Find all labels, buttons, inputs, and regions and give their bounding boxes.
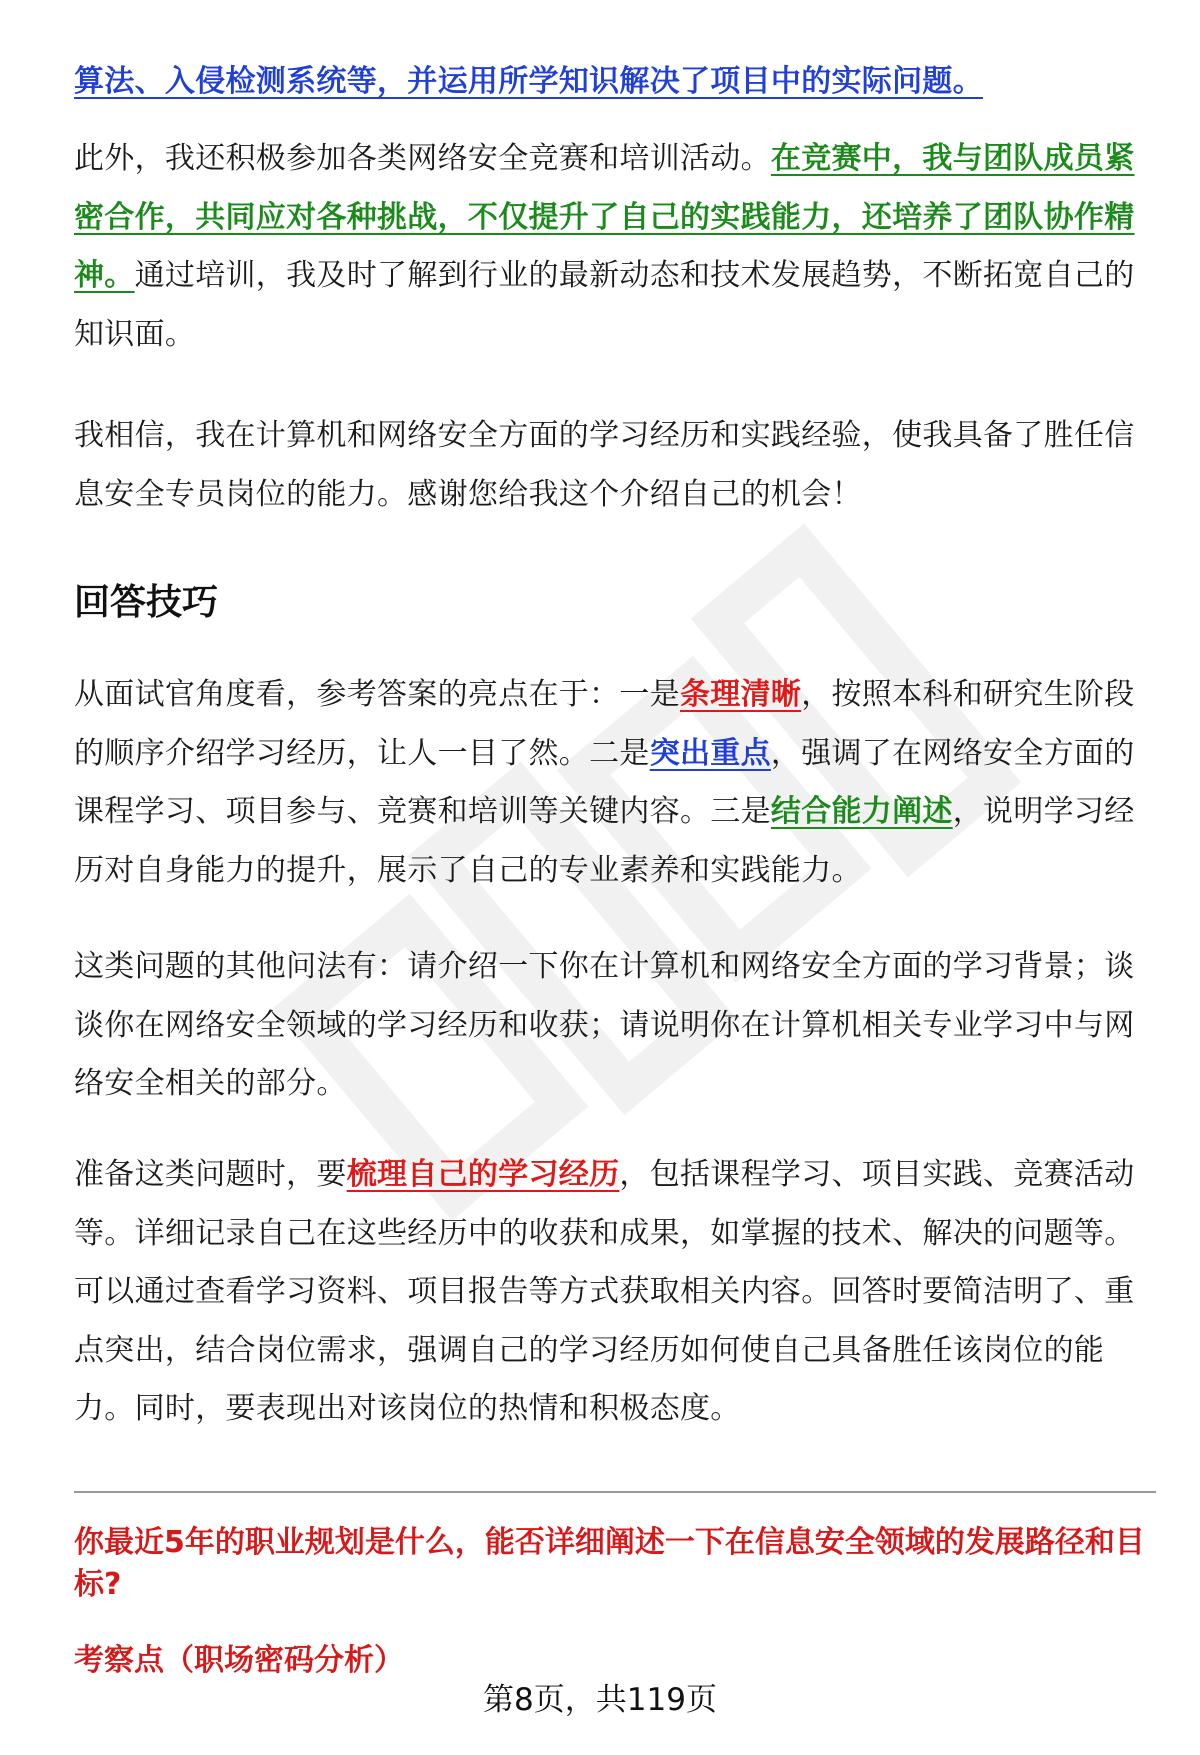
paragraph-4-text-1: 从面试官角度看，参考答案的亮点在于：一是 [74,677,680,712]
highlight-green-ability: 结合能力阐述 [770,794,953,829]
paragraph-6 [74,1146,1150,1439]
paragraph-5 [74,938,1150,1114]
highlight-blue-focus: 突出重点 [649,735,771,771]
paragraph-6-text-1: 准备这类问题时，要 [74,1157,347,1192]
next-question: 你最近5年的职业规划是什么，能否详细阐述一下在信息安全领域的发展路径和目标? [74,1525,1145,1602]
paragraph-2-tail: 通过培训，我及时了解到行业的最新动态和技术发展趋势，不断拓宽自己的知识面。 [74,258,1135,352]
highlight-green-text: 在竞赛中，我与团队成员紧密合作，共同应对各种挑战，不仅提升了自己的实践能力，还培养了团队协作精神。 [74,141,1135,293]
page-number: 第8页，共119页 [483,1682,717,1718]
highlight-red-clear: 条理清晰 [680,677,802,712]
paragraph-4-text-2: ，按照本科和研究生阶段的顺序介绍学习经历，让人一目了然。二是 [74,677,1135,771]
highlight-red-review: 梳理自己的学习经历 [346,1157,620,1192]
paragraph-2-lead: 此外，我还积极参加各类网络安全竞赛和培训活动。 [74,141,771,176]
paragraph-4-text-4: ，说明学习经历对自身能力的提升，展示了自己的专业素养和实践能力。 [74,794,1135,888]
paragraph-6-text-2: ，包括课程学习、项目实践、竞赛活动等。详细记录自己在这些经历中的收获和成果，如掌握的技术、解决的问题等。可以通过查看学习资料、项目报告等方式获取相关内容。回答时要简洁明了、重点突出，结合岗位需求，强调自己的学习经历如何使自己具备胜任该岗位的能力。同时，要表现出对该岗位的热情和积极态度。 [74,1157,1135,1426]
paragraph-3 [74,407,1150,524]
paragraph-2 [74,130,1150,364]
paragraph-1 [74,53,1150,112]
paragraph-4-text-3: ，强调了在网络安全方面的课程学习、项目参与、竞赛和培训等关键内容。三是 [74,735,1135,829]
paragraph-5-text: 这类问题的其他问法有：请介绍一下你在计算机和网络安全方面的学习背景；谈谈你在网络安全领域的学习经历和收获；请说明你在计算机相关专业学习中与网络安全相关的部分。 [74,949,1135,1101]
section-divider [74,1491,1156,1493]
paragraph-3-text: 我相信，我在计算机和网络安全方面的学习经历和实践经验，使我具备了胜任信息安全专员岗位的能力。感谢您给我这个介绍自己的机会！ [74,418,1135,512]
section-heading: 回答技巧 [74,582,219,623]
assessment-point-heading: 考察点（职场密码分析） [74,1643,404,1678]
highlight-blue-text: 算法、入侵检测系统等，并运用所学知识解决了项目中的实际问题。 [74,64,983,99]
paragraph-4 [74,666,1150,900]
